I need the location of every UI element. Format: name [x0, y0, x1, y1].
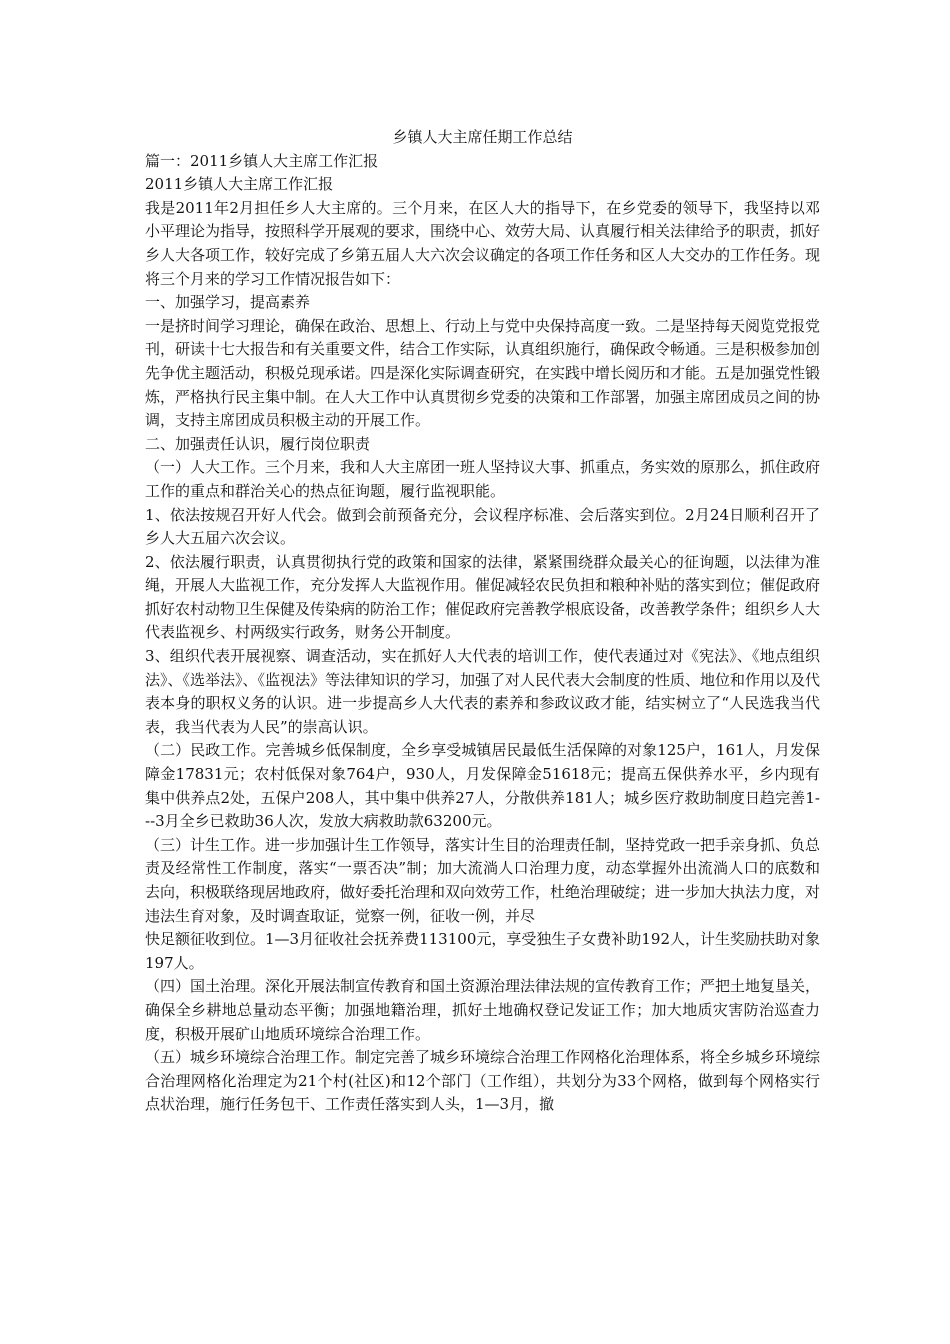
- paragraph-family-planning-cont: 快足额征收到位。1—3月征收社会抚养费113100元，享受独生子女费补助192人，计生奖励扶助对象197人。: [145, 930, 820, 972]
- paragraph-civil-affairs: （二）民政工作。完善城乡低保制度，全乡享受城镇居民最低生活保障的对象125户，161人，月发保障金17831元；农村低保对象764户，930人，月发保障金51618元；提高五保供养水平，乡内现有集中供养点2处，五保户208人，其中集中供养27人，分散供养181人；城乡医疗救助制度日趋完善1---3月全乡已救助36人次，发放大病救助款63200元。: [145, 741, 820, 831]
- document-page: [145, 126, 820, 1117]
- paragraph-land-management: （四）国土治理。深化开展法制宣传教育和国土资源治理法律法规的宣传教育工作；严把土地复垦关，确保全乡耕地总量动态平衡；加强地籍治理，抓好土地确权登记发证工作；加大地质灾害防治巡查力度，积极开展矿山地质环境综合治理工作。: [145, 977, 821, 1043]
- paragraph-item-3: 3、组织代表开展视察、调查活动，实在抓好人大代表的培训工作，使代表通过对《宪法》、《地点组织法》、《选举法》、《监视法》等法律知识的学习，加强了对人民代表大会制度的性质、地位和作用以及代表本身的职权义务的认识。进一步提高乡人大代表的素养和参政议政才能，结实树立了“人民选我当代表，我当代表为人民”的崇高认识。: [145, 647, 821, 736]
- paragraph-npc-work: （一）人大工作。三个月来，我和人大主席团一班人坚持议大事、抓重点，务实效的原那么，抓住政府工作的重点和群治关心的热点征询题，履行监视职能。: [145, 458, 821, 500]
- heading-study: 一、加强学习，提高素养: [145, 293, 311, 312]
- heading-duties: 二、加强责任认识，履行岗位职责: [145, 434, 371, 453]
- paragraph-family-planning: （三）计生工作。进一步加强计生工作领导，落实计生目的治理责任制，坚持党政一把手亲身抓、负总责及经常性工作制度，落实“一票否决”制；加大流淌人口治理力度，动态掌握外出流淌人口的底数和去向，积极联络现居地政府，做好委托治理和双向效劳工作，杜绝治理破绽；进一步加大执法力度，对违法生育对象，及时调查取证，觉察一例，征收一例，并尽: [145, 835, 821, 925]
- paragraph-intro: 我是2011年2月担任乡人大主席的。三个月来，在区人大的指导下，在乡党委的领导下，我坚持以邓小平理论为指导，按照科学开展观的要求，围绕中心、效劳大局、认真履行相关法律给予的职责，抓好乡人大各项工作，较好完成了乡第五届人大六次会议确定的各项工作任务和区人大交办的工作任务。现将三个月来的学习工作情况报告如下：: [145, 198, 821, 288]
- paragraph-study: 一是挤时间学习理论，确保在政治、思想上、行动上与党中央保持高度一致。二是坚持每天阅览党报党刊，研读十七大报告和有关重要文件，结合工作实际，认真组织施行，确保政令畅通。三是积极参加创先争优主题活动，积极兑现承诺。四是深化实际调查研究，在实践中增长阅历和才能。五是加强党性锻炼，严格执行民主集中制。在人大工作中认真贯彻乡党委的决策和工作部署，加强主席团成员之间的协调，支持主席团成员积极主动的开展工作。: [145, 316, 821, 430]
- paragraph-section-heading: 篇一：2011乡镇人大主席工作汇报: [145, 151, 379, 170]
- paragraph-report-title: 2011乡镇人大主席工作汇报: [145, 175, 334, 194]
- paragraph-item-1: 1、依法按规召开好人代会。做到会前预备充分，会议程序标准、会后落实到位。2月24日顺利召开了乡人大五届六次会议。: [145, 505, 820, 548]
- paragraph-item-2: 2、依法履行职责，认真贯彻执行党的政策和国家的法律，紧紧围绕群众最关心的征询题，以法律为准绳，开展人大监视工作，充分发挥人大监视作用。催促减轻农民负担和粮种补贴的落实到位；催促政府抓好农村动物卫生保健及传染病的防治工作；催促政府完善教学根底设备，改善教学条件；组织乡人大代表监视乡、村两级实行政务，财务公开制度。: [145, 552, 821, 642]
- document-title: 乡镇人大主席任期工作总结: [392, 128, 573, 146]
- paragraph-environment: （五）城乡环境综合治理工作。制定完善了城乡环境综合治理工作网格化治理体系，将全乡城乡环境综合治理网格化治理定为21个村(社区)和12个部门（工作组），共划分为33个网格，做到每个网格实行点状治理，施行任务包干、工作责任落实到人头，1—3月，撤: [145, 1048, 821, 1114]
